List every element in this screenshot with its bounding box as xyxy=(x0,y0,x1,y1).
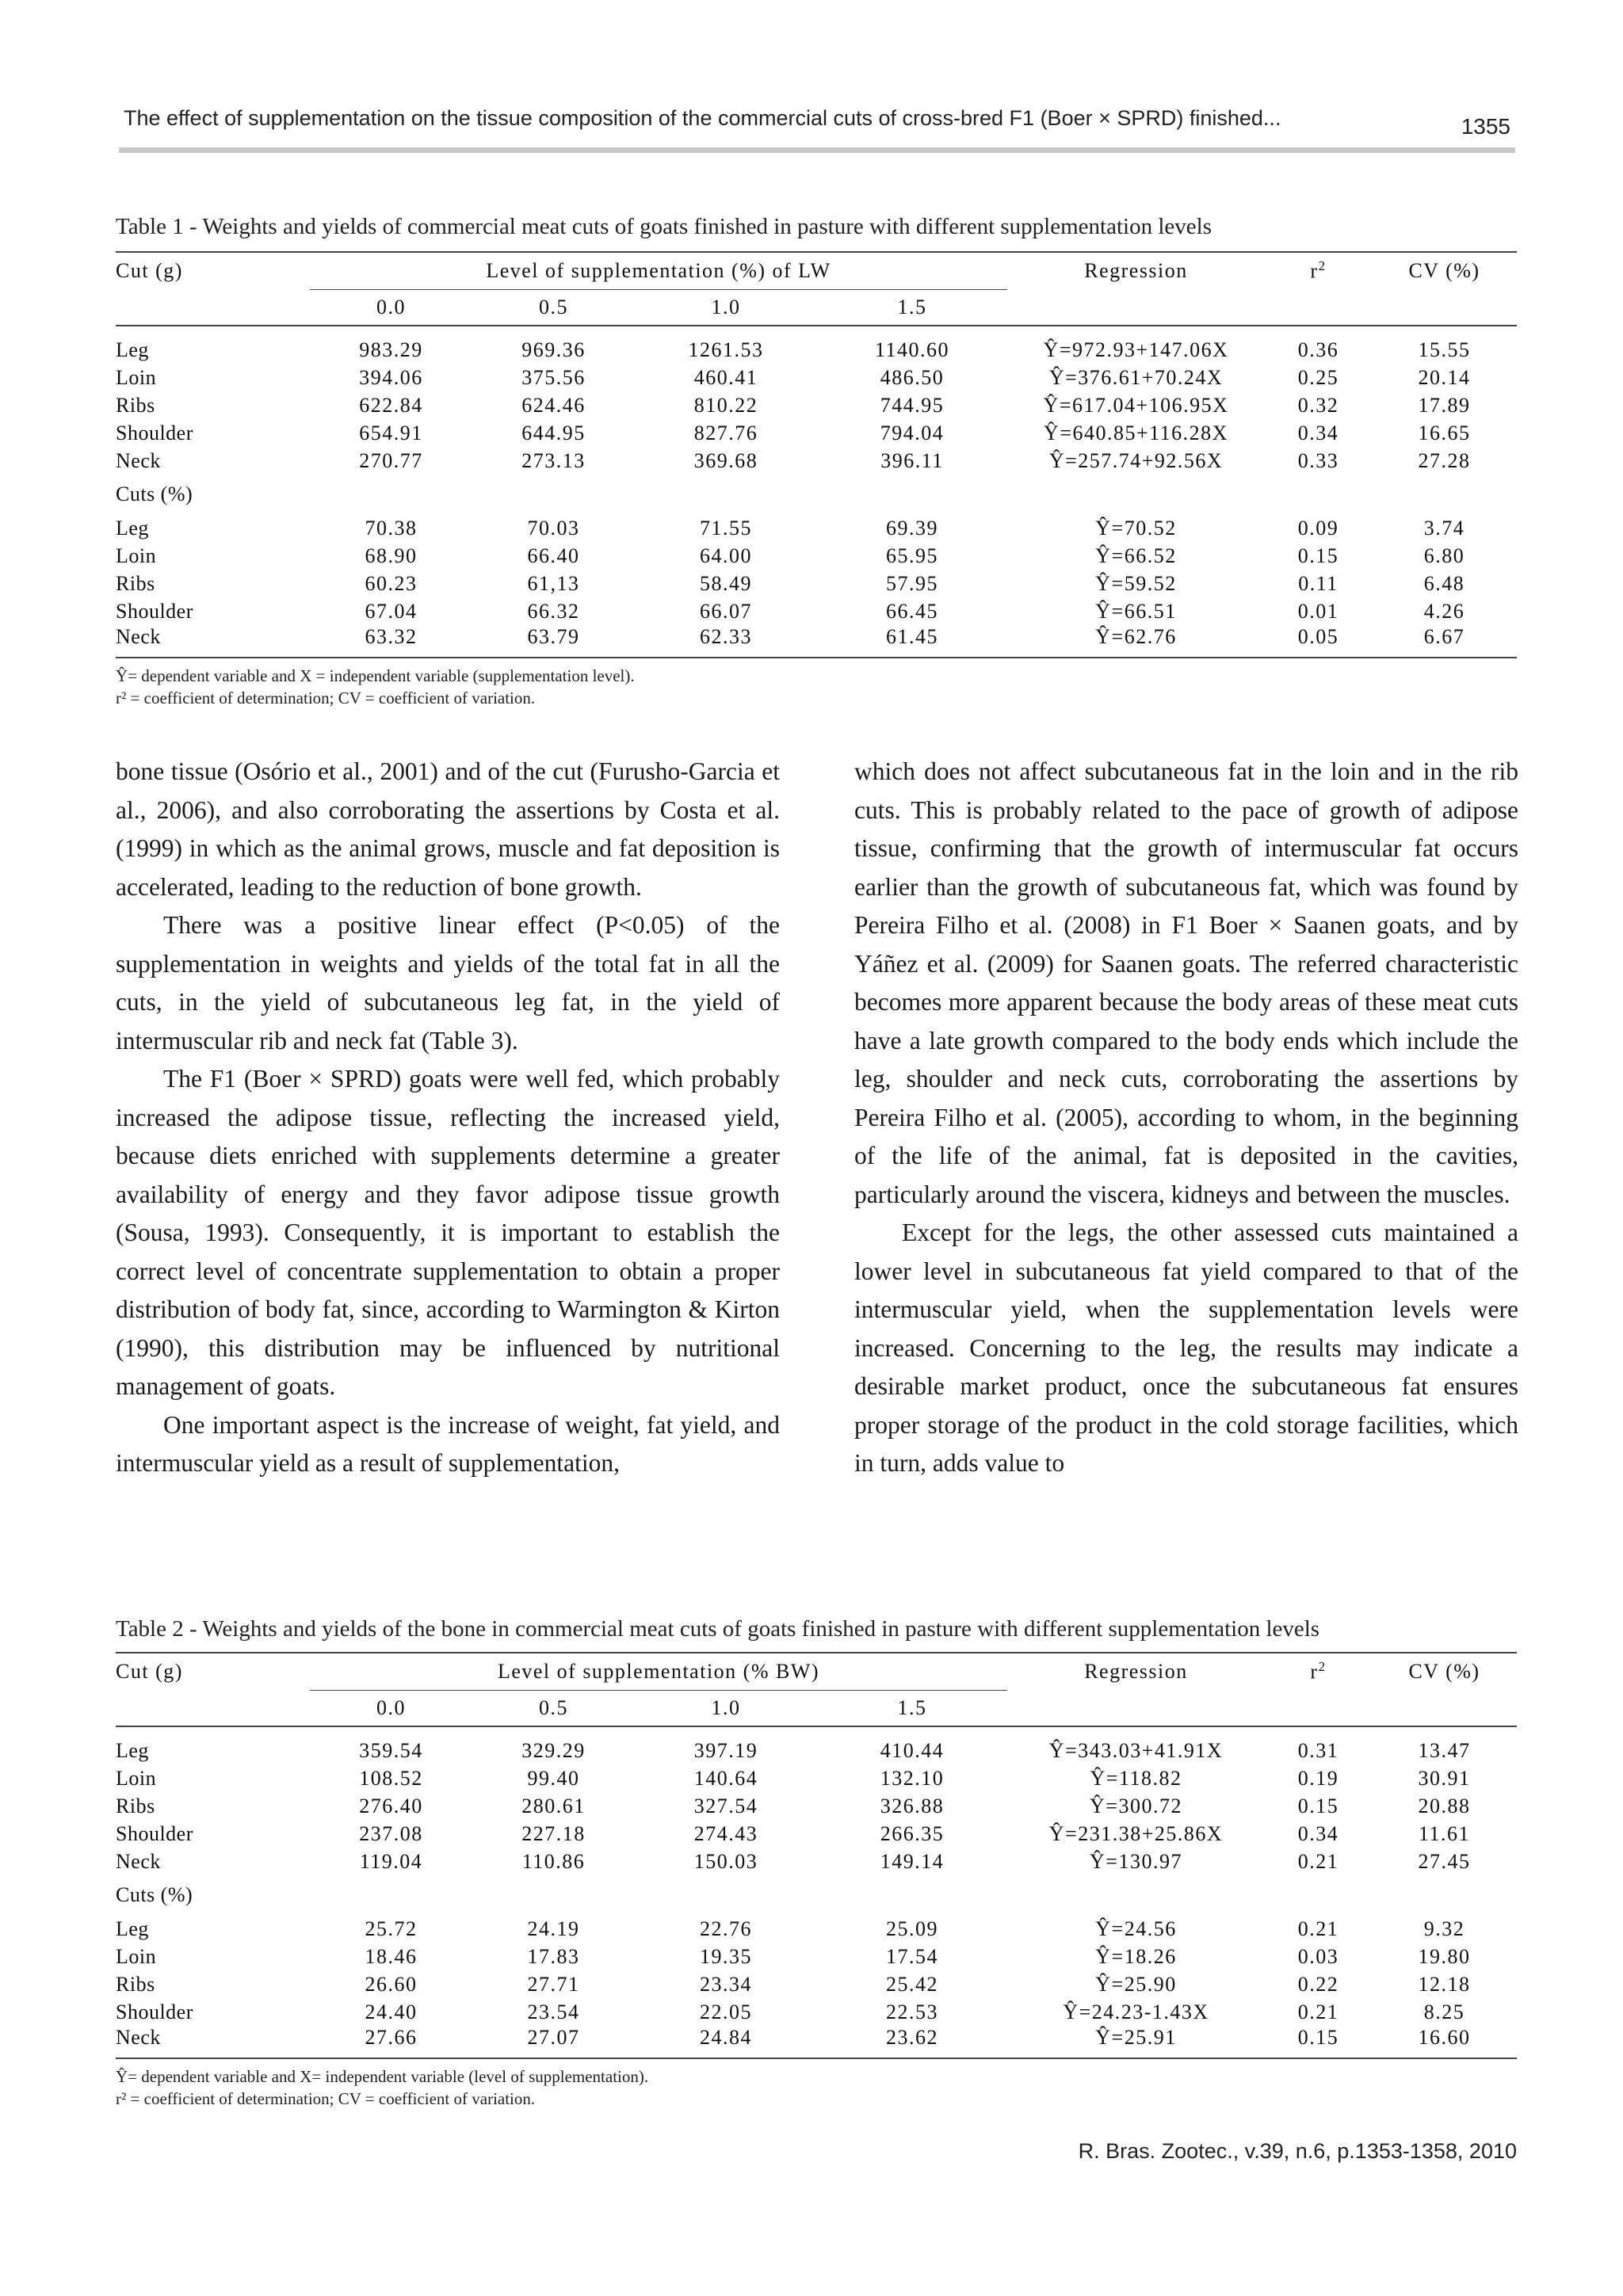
table-cell-reg: Ŷ=59.52 xyxy=(1095,571,1177,595)
table-cell-v0: 622.84 xyxy=(359,393,423,417)
table-2-level-1: 0.5 xyxy=(539,1696,568,1719)
table-cell-cut: Loin xyxy=(116,543,157,567)
paragraph: The F1 (Boer × SPRD) goats were well fed, which probably increased the adipose tissue, reflecting the increased yield, because diets enriched with supplements determine a greater availability of energy and they favor adipose tissue growth (Sousa, 1993). Consequently, it is important to establish the correct level of concentrate supplementation to obtain a proper distribution of body fat, since, according to Warmington & Kirton (1990), this distribution may be influenced by nutritional management of goats. xyxy=(116,1065,780,1400)
table-cell-v3: 22.53 xyxy=(886,2000,938,2023)
table-cell-reg: Ŷ=376.61+70.24X xyxy=(1048,365,1224,389)
table-cell-r2: 0.05 xyxy=(1297,625,1339,648)
table-cell-v1: 624.46 xyxy=(521,393,586,417)
running-title: The effect of supplementation on the tissue composition of the commercial cuts of cross-bred F1 (Boer × SPRD) finished... xyxy=(124,106,1281,130)
table-row xyxy=(116,597,1517,625)
table-cell-r2: 0.11 xyxy=(1298,571,1338,595)
table-row xyxy=(116,447,1517,475)
table-cell-reg: Ŷ=130.97 xyxy=(1090,1849,1182,1873)
table-cell-v3: 66.45 xyxy=(886,599,938,623)
table-cell-v2: 62.33 xyxy=(700,625,752,648)
table-cell-v1: 99.40 xyxy=(527,1766,580,1790)
table-cell-v1: 66.40 xyxy=(527,543,580,567)
table-cell-reg: Ŷ=70.52 xyxy=(1095,516,1177,540)
table-cell-r2: 0.25 xyxy=(1297,365,1339,389)
table-cell-v3: 326.88 xyxy=(880,1794,945,1817)
table-2-grid xyxy=(116,1652,1517,2059)
table-row xyxy=(116,1820,1517,1848)
table-cell-v3: 266.35 xyxy=(880,1821,945,1845)
table-1-note-1: Ŷ= dependent variable and X = independent variable (supplementation level). xyxy=(116,666,635,685)
table-cell-v2: 810.22 xyxy=(693,393,758,417)
table-1-col-level: Level of supplementation (%) of LW xyxy=(310,252,1007,290)
table-row xyxy=(116,364,1517,391)
table-cell-v2: 66.07 xyxy=(700,599,752,623)
table-cell-r2: 0.19 xyxy=(1297,1766,1339,1790)
table-cell-r2: 0.21 xyxy=(1297,2000,1339,2023)
table-cell-cv: 17.89 xyxy=(1418,393,1471,417)
table-cell-v3: 410.44 xyxy=(880,1738,945,1762)
table-cell-reg: Ŷ=617.04+106.95X xyxy=(1043,393,1229,417)
table-row xyxy=(116,570,1517,597)
table-cell-r2: 0.34 xyxy=(1297,1821,1339,1845)
table-2-level-2: 1.0 xyxy=(711,1696,741,1719)
table-cell-cut: Shoulder xyxy=(116,421,193,444)
table-1-col-cut: Cut (g) xyxy=(116,259,183,283)
table-cell-cut: Ribs xyxy=(116,1794,155,1817)
table-cell-v2: 369.68 xyxy=(693,448,758,472)
table-1 xyxy=(116,214,1517,709)
table-cell-r2: 0.32 xyxy=(1297,393,1339,417)
table-cell-v2: 64.00 xyxy=(700,543,752,567)
table-cell-v2: 274.43 xyxy=(693,1821,758,1845)
table-cell-v0: 25.72 xyxy=(365,1917,418,1940)
table-cell-v3: 61.45 xyxy=(886,625,938,648)
table-cell-cv: 16.60 xyxy=(1418,2026,1471,2049)
table-cell-v1: 61,13 xyxy=(527,571,580,595)
paragraph: bone tissue (Osório et al., 2001) and of the cut (Furusho-Garcia et al., 2006), and also corroborating the assertions by Costa et al. (1999) in which as the animal grows, muscle and fat deposition is accelerated, leading to the reduction of bone growth. xyxy=(116,757,780,901)
table-cell-v1: 110.86 xyxy=(521,1849,586,1873)
table-cell-v1: 227.18 xyxy=(521,1821,586,1845)
table-2-col-regression: Regression xyxy=(1084,1660,1188,1684)
table-cell-v3: 744.95 xyxy=(880,393,945,417)
table-cell-cv: 4.26 xyxy=(1423,599,1465,623)
table-cell-v3: 1140.60 xyxy=(874,338,950,361)
table-cell-cv: 27.45 xyxy=(1418,1849,1471,1873)
table-cell-v3: 486.50 xyxy=(880,365,945,389)
table-cell-cv: 15.55 xyxy=(1418,338,1471,361)
table-cell-reg: Ŷ=66.52 xyxy=(1095,543,1177,567)
table-cell-v2: 19.35 xyxy=(700,1944,752,1968)
table-cell-v0: 68.90 xyxy=(365,543,418,567)
header-rule xyxy=(119,147,1515,153)
table-cell-v1: 23.54 xyxy=(527,2000,580,2023)
table-cell-reg: Ŷ=66.51 xyxy=(1095,599,1177,623)
table-cell-v1: 27.07 xyxy=(527,2026,580,2049)
table-cell-v1: 66.32 xyxy=(527,599,580,623)
table-cell-r2: 0.36 xyxy=(1297,338,1339,361)
page-number: 1355 xyxy=(1461,114,1510,139)
table-row xyxy=(116,1848,1517,1875)
table-cell-v2: 22.05 xyxy=(700,2000,752,2023)
table-cell-reg: Ŷ=25.91 xyxy=(1095,2026,1177,2049)
table-row xyxy=(116,1943,1517,1970)
table-cell-v2: 460.41 xyxy=(693,365,758,389)
table-cell-cv: 3.74 xyxy=(1423,516,1465,540)
table-cell-v2: 397.19 xyxy=(693,1738,758,1762)
table-cell-v0: 394.06 xyxy=(359,365,423,389)
table-cell-cut: Neck xyxy=(116,2026,161,2049)
table-cell-cv: 27.28 xyxy=(1418,448,1471,472)
table-cell-r2: 0.21 xyxy=(1297,1917,1339,1940)
table-cell-v0: 27.66 xyxy=(365,2026,418,2049)
table-2-section-yields: Cuts (%) xyxy=(116,1883,193,1906)
journal-citation: R. Bras. Zootec., v.39, n.6, p.1353-1358, 2010 xyxy=(1078,2139,1517,2163)
table-1-notes xyxy=(116,665,1517,709)
table-cell-reg: Ŷ=300.72 xyxy=(1090,1794,1182,1817)
table-cell-cut: Shoulder xyxy=(116,1821,193,1845)
paragraph: One important aspect is the increase of weight, fat yield, and intermuscular yield as a result of supplementation, xyxy=(116,1410,780,1477)
paragraph: which does not affect subcutaneous fat in the loin and in the rib cuts. This is probably related to the pace of growth of adipose tissue, confirming that the growth of intermuscular fat occurs earlier than the growth of subcutaneous fat, which was found by Pereira Filho et al. (2008) in F1 Boer × Saanen goats, and by Yáñez et al. (2009) for Saanen goats. The referred characteristic becomes more apparent because the body areas of these meat cuts have a late growth compared to the body ends which include the leg, shoulder and neck cuts, corroborating the assertions by Pereira Filho et al. (2005), according to whom, in the beginning of the life of the animal, fat is deposited in the cavities, particularly around the viscera, kidneys and between the muscles. xyxy=(854,757,1518,1208)
table-cell-cv: 20.14 xyxy=(1418,365,1471,389)
table-row xyxy=(116,2026,1517,2058)
table-2-col-r2: $r^2$ xyxy=(1310,1659,1327,1684)
table-cell-cv: 19.80 xyxy=(1418,1944,1471,1968)
table-1-grid xyxy=(116,251,1517,658)
table-cell-cut: Ribs xyxy=(116,1972,155,1996)
table-cell-cv: 11.61 xyxy=(1418,1821,1471,1845)
body-column-right xyxy=(854,753,1518,1483)
table-cell-v0: 60.23 xyxy=(365,571,418,595)
table-cell-v2: 71.55 xyxy=(700,516,752,540)
table-row xyxy=(116,1764,1517,1792)
table-cell-v0: 983.29 xyxy=(359,338,423,361)
table-cell-cut: Loin xyxy=(116,1944,157,1968)
table-cell-v2: 22.76 xyxy=(700,1917,752,1940)
table-2-notes xyxy=(116,2065,1517,2110)
table-cell-cut: Neck xyxy=(116,625,161,648)
table-cell-cut: Shoulder xyxy=(116,599,193,623)
table-cell-cv: 13.47 xyxy=(1418,1738,1471,1762)
table-1-section-yields: Cuts (%) xyxy=(116,482,193,505)
table-cell-r2: 0.01 xyxy=(1297,599,1339,623)
table-2 xyxy=(116,1616,1517,2110)
table-row xyxy=(116,336,1517,364)
table-cell-reg: Ŷ=25.90 xyxy=(1095,1972,1177,1996)
table-cell-v3: 132.10 xyxy=(880,1766,945,1790)
table-cell-cv: 30.91 xyxy=(1418,1766,1471,1790)
table-cell-v0: 270.77 xyxy=(359,448,423,472)
table-2-col-cv: CV (%) xyxy=(1408,1660,1480,1684)
table-cell-cv: 6.80 xyxy=(1423,543,1465,567)
table-cell-v0: 67.04 xyxy=(365,599,418,623)
table-cell-v2: 24.84 xyxy=(700,2026,752,2049)
table-cell-v3: 794.04 xyxy=(880,421,945,444)
table-cell-reg: Ŷ=972.93+147.06X xyxy=(1043,338,1229,361)
table-cell-cv: 12.18 xyxy=(1418,1972,1471,1996)
table-cell-v1: 17.83 xyxy=(527,1944,580,1968)
table-cell-r2: 0.31 xyxy=(1297,1738,1339,1762)
table-cell-cut: Leg xyxy=(116,1738,149,1762)
table-cell-cut: Ribs xyxy=(116,393,155,417)
table-cell-cut: Leg xyxy=(116,516,149,540)
table-cell-v0: 26.60 xyxy=(365,1972,418,1996)
table-cell-v1: 329.29 xyxy=(521,1738,586,1762)
table-cell-v2: 140.64 xyxy=(693,1766,758,1790)
table-row xyxy=(116,1998,1517,2026)
table-cell-v1: 70.03 xyxy=(527,516,580,540)
table-2-col-level: Level of supplementation (% BW) xyxy=(310,1653,1007,1691)
table-1-col-cv: CV (%) xyxy=(1408,259,1480,283)
table-cell-r2: 0.15 xyxy=(1297,2026,1339,2049)
table-cell-v3: 65.95 xyxy=(886,543,938,567)
table-cell-v0: 18.46 xyxy=(365,1944,418,1968)
table-cell-r2: 0.15 xyxy=(1297,1794,1339,1817)
table-cell-v3: 25.42 xyxy=(886,1972,938,1996)
table-1-level-3: 1.5 xyxy=(897,296,927,318)
table-1-level-1: 0.5 xyxy=(539,296,568,318)
table-cell-v3: 57.95 xyxy=(886,571,938,595)
table-cell-cut: Neck xyxy=(116,448,161,472)
paragraph: Except for the legs, the other assessed cuts maintained a lower level in subcutaneous fat yield compared to that of the intermuscular yield, when the supplementation levels were increased. Concerning to the leg, the results may indicate a desirable market product, once the subcutaneous fat ensures proper storage of the product in the cold storage facilities, which in turn, adds value to xyxy=(854,1219,1518,1477)
table-cell-v3: 23.62 xyxy=(886,2026,938,2049)
table-cell-v2: 1261.53 xyxy=(688,338,764,361)
table-cell-v1: 273.13 xyxy=(521,448,586,472)
table-1-caption: Table 1 - Weights and yields of commercial meat cuts of goats finished in pasture with different supplementation levels xyxy=(116,214,1212,239)
table-cell-reg: Ŷ=343.03+41.91X xyxy=(1048,1738,1224,1762)
table-cell-v1: 63.79 xyxy=(527,625,580,648)
table-row xyxy=(116,542,1517,570)
table-cell-cut: Loin xyxy=(116,365,157,389)
paragraph: There was a positive linear effect (P<0.05) of the supplementation in weights and yields of the total fat in all the cuts, in the yield of subcutaneous leg fat, in the yield of intermuscular rib and neck fat (Table 3). xyxy=(116,911,780,1055)
table-cell-r2: 0.22 xyxy=(1297,1972,1339,1996)
table-cell-r2: 0.03 xyxy=(1297,1944,1339,1968)
table-cell-reg: Ŷ=257.74+92.56X xyxy=(1048,448,1224,472)
table-2-note-2: r² = coefficient of determination; CV = coefficient of variation. xyxy=(116,2089,536,2108)
table-cell-cut: Loin xyxy=(116,1766,157,1790)
table-row xyxy=(116,625,1517,658)
table-row xyxy=(116,1737,1517,1764)
table-row xyxy=(116,514,1517,542)
table-row xyxy=(116,1915,1517,1943)
table-1-col-regression: Regression xyxy=(1084,259,1188,283)
table-cell-v0: 654.91 xyxy=(359,421,423,444)
table-cell-cut: Shoulder xyxy=(116,2000,193,2023)
table-cell-v2: 827.76 xyxy=(693,421,758,444)
table-cell-cut: Ribs xyxy=(116,571,155,595)
table-cell-v0: 237.08 xyxy=(359,1821,423,1845)
table-cell-reg: Ŷ=640.85+116.28X xyxy=(1044,421,1228,444)
table-cell-cv: 6.67 xyxy=(1423,625,1465,648)
table-2-col-cut: Cut (g) xyxy=(116,1660,183,1684)
table-cell-v3: 25.09 xyxy=(886,1917,938,1940)
table-cell-v0: 359.54 xyxy=(359,1738,423,1762)
table-cell-r2: 0.15 xyxy=(1297,543,1339,567)
table-2-level-3: 1.5 xyxy=(897,1696,927,1719)
table-cell-r2: 0.21 xyxy=(1297,1849,1339,1873)
table-cell-v0: 119.04 xyxy=(359,1849,423,1873)
table-cell-v3: 69.39 xyxy=(886,516,938,540)
table-cell-cut: Leg xyxy=(116,338,149,361)
table-cell-reg: Ŷ=18.26 xyxy=(1095,1944,1177,1968)
table-cell-cv: 6.48 xyxy=(1423,571,1465,595)
table-2-level-0: 0.0 xyxy=(376,1696,406,1719)
table-cell-cut: Leg xyxy=(116,1917,149,1940)
table-cell-v3: 396.11 xyxy=(880,448,944,472)
table-cell-reg: Ŷ=62.76 xyxy=(1095,625,1177,648)
table-cell-reg: Ŷ=24.23-1.43X xyxy=(1063,2000,1209,2023)
table-row xyxy=(116,1792,1517,1820)
table-cell-r2: 0.33 xyxy=(1297,448,1339,472)
table-cell-v3: 149.14 xyxy=(880,1849,945,1873)
table-cell-v3: 17.54 xyxy=(886,1944,938,1968)
table-1-note-2: r² = coefficient of determination; CV = coefficient of variation. xyxy=(116,688,536,707)
table-row xyxy=(116,391,1517,419)
table-cell-v0: 108.52 xyxy=(359,1766,423,1790)
table-cell-v2: 58.49 xyxy=(700,571,752,595)
table-cell-cv: 16.65 xyxy=(1418,421,1471,444)
table-cell-v1: 27.71 xyxy=(527,1972,580,1996)
table-cell-v2: 327.54 xyxy=(693,1794,758,1817)
table-cell-v0: 63.32 xyxy=(365,625,418,648)
table-row xyxy=(116,419,1517,447)
table-cell-reg: Ŷ=118.82 xyxy=(1090,1766,1182,1790)
table-cell-v1: 644.95 xyxy=(521,421,586,444)
table-cell-r2: 0.09 xyxy=(1297,516,1339,540)
table-cell-v1: 280.61 xyxy=(521,1794,586,1817)
table-cell-v2: 23.34 xyxy=(700,1972,752,1996)
table-cell-reg: Ŷ=231.38+25.86X xyxy=(1048,1821,1224,1845)
table-cell-cv: 9.32 xyxy=(1423,1917,1465,1940)
table-row xyxy=(116,1970,1517,1998)
table-cell-reg: Ŷ=24.56 xyxy=(1095,1917,1177,1940)
table-cell-v1: 24.19 xyxy=(527,1917,580,1940)
table-2-caption: Table 2 - Weights and yields of the bone in commercial meat cuts of goats finished in pasture with different supplementation levels xyxy=(116,1616,1320,1642)
table-cell-r2: 0.34 xyxy=(1297,421,1339,444)
table-cell-v0: 276.40 xyxy=(359,1794,423,1817)
table-1-level-2: 1.0 xyxy=(711,296,741,318)
table-cell-cv: 20.88 xyxy=(1418,1794,1471,1817)
table-1-col-r2: $r^2$ xyxy=(1310,258,1327,284)
table-2-note-1: Ŷ= dependent variable and X= independent variable (level of supplementation). xyxy=(116,2067,649,2086)
table-1-level-0: 0.0 xyxy=(376,296,406,318)
table-cell-v0: 70.38 xyxy=(365,516,418,540)
table-cell-cut: Neck xyxy=(116,1849,161,1873)
table-cell-v0: 24.40 xyxy=(365,2000,418,2023)
table-cell-v1: 969.36 xyxy=(521,338,586,361)
table-cell-v1: 375.56 xyxy=(521,365,586,389)
table-cell-v2: 150.03 xyxy=(693,1849,758,1873)
body-column-left xyxy=(116,753,780,1483)
table-cell-cv: 8.25 xyxy=(1423,2000,1465,2023)
